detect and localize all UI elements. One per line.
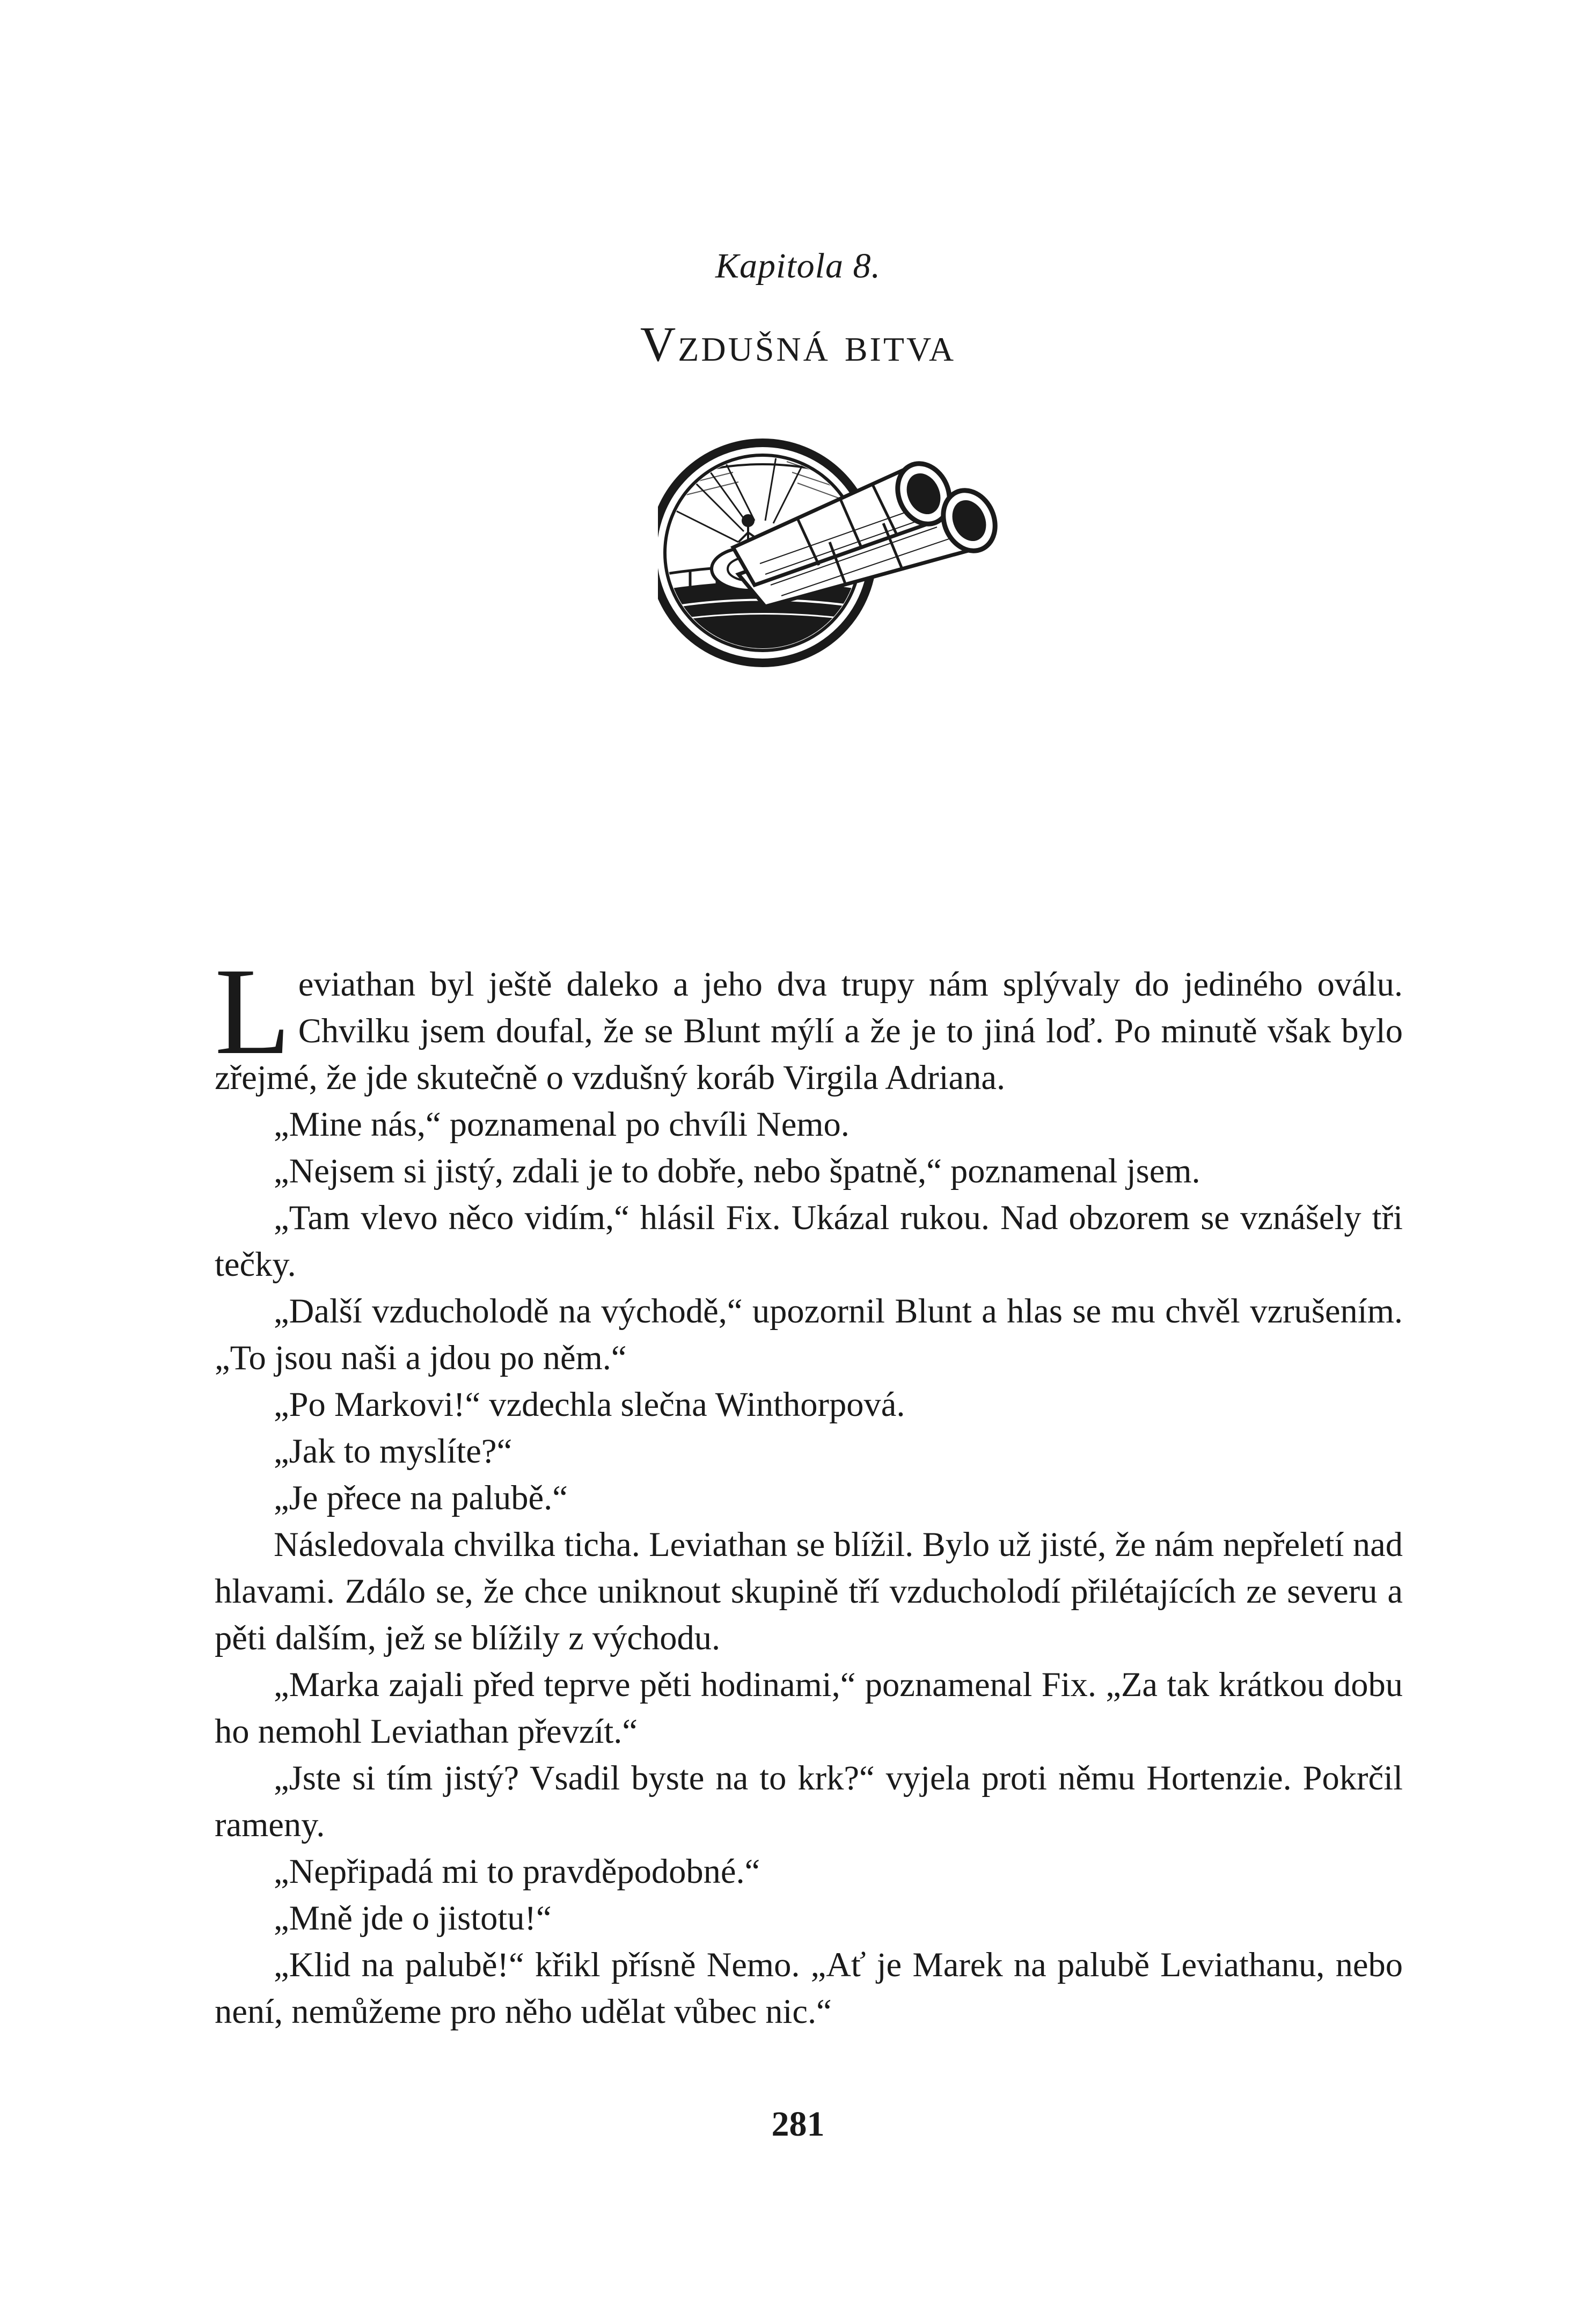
paragraph: „Je přece na palubě.“	[274, 1479, 568, 1517]
twin-cannon-vignette-icon	[658, 413, 1044, 692]
paragraph: „Mine nás,“ poznamenal po chvíli Nemo.	[274, 1105, 850, 1143]
paragraph: „Další vzducholodě na východě,“ upozornil Blunt a hlas se mu chvěl vzrušením. „To jsou naši a jdou po něm.“	[215, 1292, 1403, 1377]
paragraph: „Klid na palubě!“ křikl přísně Nemo. „Ať je Marek na palubě Leviathanu, nebo není, nemůžeme pro něho udělat vůbec nic.“	[215, 1946, 1403, 2030]
paragraph	[215, 942, 1403, 1101]
paragraph: „Nepřipadá mi to pravděpodobné.“	[274, 1852, 760, 1890]
page-number: 281	[771, 2105, 825, 2144]
paragraph: „Marka zajali před teprve pěti hodinami,“ poznamenal Fix. „Za tak krátkou dobu ho nemohl Leviathan převzít.“	[215, 1665, 1403, 1750]
chapter-body-text	[215, 942, 1403, 2035]
paragraph: „Mně jde o jistotu!“	[274, 1899, 552, 1937]
paragraph: „Jak to myslíte?“	[274, 1432, 513, 1470]
paragraph: „Tam vlevo něco vidím,“ hlásil Fix. Ukázal rukou. Nad obzorem se vznášely tři tečky.	[215, 1199, 1403, 1283]
drop-cap: L	[215, 942, 291, 1080]
paragraph: „Jste si tím jistý? Vsadil byste na to krk?“ vyjela proti němu Hortenzie. Pokrčil rameny.	[215, 1759, 1403, 1844]
paragraph: „Po Markovi!“ vzdechla slečna Winthorpová.	[274, 1385, 905, 1423]
chapter-title: Vzdušná bitva	[640, 317, 956, 371]
chapter-label: Kapitola 8.	[715, 246, 881, 286]
paragraph: Následovala chvilka ticha. Leviathan se blížil. Bylo už jisté, že nám nepřeletí nad hlavami. Zdálo se, že chce uniknout skupině tří vzducholodí přilétajících ze severu a pěti dalším, jež se blížily z východu.	[215, 1525, 1403, 1657]
paragraph: „Nejsem si jistý, zdali je to dobře, nebo špatně,“ poznamenal jsem.	[274, 1152, 1200, 1190]
paragraph-text: eviathan byl ještě daleko a jeho dva trupy nám splývaly do jediného oválu. Chvilku jsem doufal, že se Blunt mýlí a že je to jiná loď. Po minutě však bylo zřejmé, že jde skutečně o vzdušný koráb Virgila Adriana.	[215, 965, 1403, 1097]
